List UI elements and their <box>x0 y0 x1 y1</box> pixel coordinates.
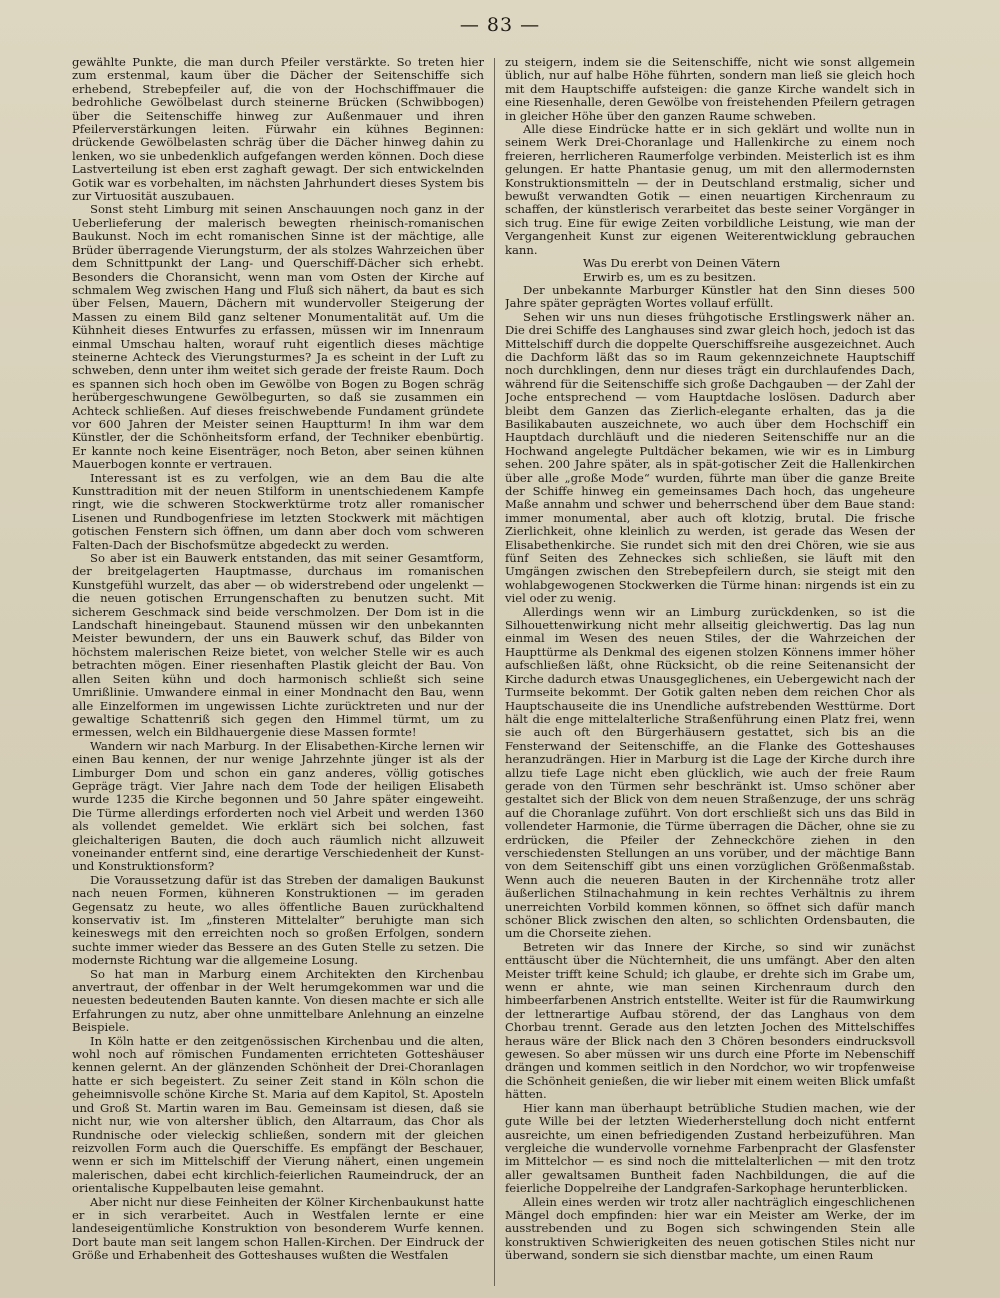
poem-line: Erwirb es, um es zu besitzen. <box>583 269 757 284</box>
paragraph: Sonst steht Limburg mit seinen Anschauungen noch ganz in der Ueberlieferung der malerisch bewegten rheinisch-romanischen Baukunst. Noch im echt romanischen Sinne ist der mächtige, alle Brüder überragende Vierungsturm, der als stolzes Wahrzeichen über dem Schnittpunkt der Lang- und Querschiff-Dächer sich erhebt. Besonders die Choransicht, wenn man vom Osten der Kirche auf schmalem Weg zwischen Hang und Fluß sich nähert, da baut es sich über Felsen, Mauern, Dächern mit wundervoller Steigerung der Massen zu einem Bild ganz seltener Monumentalität auf. Um die Kühnheit dieses Entwurfes zu erfassen, müssen wir im Innenraum einmal Umschau halten, worauf ruht eigentlich dieses mächtige steinerne Achteck des Vierungsturmes? Ja es scheint in der Luft zu schweben, denn unter ihm weitet sich gerade der freiste Raum. Doch es spannen sich hoch oben im Gewölbe von Bogen zu Bogen schräg herübergeschwungene Gewölbegurten, so daß sie zusammen ein Achteck schließen. Auf dieses freischwebende Fundament gründete vor 600 Jahren der Meister seinen Hauptturm! In ihm war dem Künstler, der die Schönheitsform erfand, der Techniker ebenbürtig. Er kannte noch keine Eisenträger, noch Beton, aber seinen kühnen Mauerbogen konnte er vertrauen. <box>72 202 484 472</box>
paragraph: Alle diese Eindrücke hatte er in sich geklärt und wollte nun in seinem Werk Drei-Choranlage und Hallenkirche zu einem noch freieren, herrlicheren Raumerfolge verbinden. Meisterlich ist es ihm gelungen. Er hatte Phantasie genug, um mit den allermodernsten Konstruktionsmitteln — der in Deutschland erstmalig, sicher und bewußt verwandten Gotik — einen neuartigen Kirchenraum zu schaffen, der künstlerisch verarbeitet das beste seiner Vorgänger in sich trug. Eine für ewige Zeiten vorbildliche Leistung, wie man der Vergangenheit Kunst zur eigenen Weiterentwicklung gebrauchen kann. <box>505 122 915 257</box>
paragraph: gewählte Punkte, die man durch Pfeiler verstärkte. So treten hier zum erstenmal, kaum über die Dächer der Seitenschiffe sich erhebend, Strebepfeiler auf, die von der Hochschiffmauer die bedrohliche Gewölbelast durch steinerne Brücken (Schwibbogen) über die Seitenschiffe hinweg zur Außenmauer und ihren Pfeilerverstärkungen leiten. Fürwahr ein kühnes Beginnen: drückende Gewölbelasten schräg über die Dächer hinweg dahin zu lenken, wo sie unbedenklich aufgefangen werden können. Doch diese Lastverteilung ist eben erst zaghaft gewagt. Der sich entwickelnden Gotik war es vorbehalten, im nächsten Jahrhundert dieses System bis zur Virtuosität auszubauen. <box>72 56 484 204</box>
paragraph: Die Voraussetzung dafür ist das Streben der damaligen Baukunst nach neuen Formen, kühneren Konstruktionen — im geraden Gegensatz zu heute, wo alles öffentliche Bauen zurückhaltend konservativ ist. Im „finsteren Mittelalter“ beruhigte man sich keineswegs mit den erreichten noch so großen Erfolgen, sondern suchte immer wieder das Bessere an des Guten Stelle zu setzen. Die modernste Richtung war die allgemeine Losung. <box>72 872 484 968</box>
paragraph: Der unbekannte Marburger Künstler hat den Sinn dieses 500 Jahre später geprägten Wortes vollauf erfüllt. <box>505 282 915 311</box>
paragraph: Betreten wir das Innere der Kirche, so sind wir zunächst enttäuscht über die Nüchternheit, die uns umfängt. Aber den alten Meister trifft keine Schuld; ich glaube, er drehte sich im Grabe um, wenn er ahnte, wie man seinen Kirchenraum durch den himbeerfarbenen Anstrich entstellte. Weiter ist für die Raumwirkung der lettnerartige Aufbau störend, der das Langhaus von dem Chorbau trennt. Gerade aus den letzten Jochen des Mittelschiffes heraus wäre der Blick nach den 3 Chören besonders eindrucksvoll gewesen. So aber müssen wir uns durch eine Pforte im Nebenschiff drängen und kommen seitlich in den Nordchor, wo wir tropfenweise die Schönheit genießen, die wir lieber mit einem weiten Blick umfaßt hätten. <box>505 939 915 1102</box>
paragraph: Wandern wir nach Marburg. In der Elisabethen-Kirche lernen wir einen Bau kennen, der nur wenige Jahrzehnte jünger ist als der Limburger Dom und schon ein ganz anderes, völlig gotisches Gepräge trägt. Vier Jahre nach dem Tode der heiligen Elisabeth wurde 1235 die Kirche begonnen und 50 Jahre später eingeweiht. Die Türme allerdings erforderten noch viel Arbeit und werden 1360 als vollendet gemeldet. Wie erklärt sich bei solchen, fast gleichalterigen Bauten, die doch auch räumlich nicht allzuweit voneinander entfernt sind, eine derartige Verschiedenheit der Kunst- und Konstruktionsform? <box>72 738 484 874</box>
paragraph: Hier kann man überhaupt betrübliche Studien machen, wie der gute Wille bei der letzten Wiederherstellung doch nicht entfernt ausreichte, um einen befriedigenden Zustand herbeizuführen. Man vergleiche die wundervolle vornehme Farbenpracht der Glasfenster im Mittelchor — es sind noch die mittelalterlichen — mit den trotz aller gewaltsamen Buntheit faden Nachbildungen, die auf die feierliche Doppelreihe der Landgrafen-Sarkophage herunterblicken. <box>505 1100 915 1196</box>
paragraph: In Köln hatte er den zeitgenössischen Kirchenbau und die alten, wohl noch auf römischen Fundamenten errichteten Gotteshäuser kennen gelernt. An der glänzenden Schönheit der Drei-Choranlagen hatte er sich begeistert. Zu seiner Zeit stand in Köln schon die geheimnisvolle schöne Kirche St. Maria auf dem Kapitol, St. Aposteln und Groß St. Martin waren im Bau. Gemeinsam ist diesen, daß sie nicht nur, wie von altersher üblich, den Altarraum, das Chor als Rundnische oder vieleckig schließen, sondern mit der gleichen reizvollen Form auch die Querschiffe. Es empfängt der Beschauer, wenn er sich im Mittelschiff der Vierung nähert, einen ungemein malerischen, dabei echt kirchlich-feierlichen Raumeindruck, der an orientalische Kuppelbauten leise gemahnt. <box>72 1033 484 1196</box>
left-column <box>72 56 484 1290</box>
paragraph: Sehen wir uns nun dieses frühgotische Erstlingswerk näher an. Die drei Schiffe des Langhauses sind zwar gleich hoch, jedoch ist das Mittelschiff durch die doppelte Querschiffsreihe ausgezeichnet. Auch die Dachform läßt das so im Raum gekennzeichnete Hauptschiff noch durchklingen, denn nur dieses trägt ein durchlaufendes Dach, während für die Seitenschiffe sich große Dachgauben — der Zahl der Joche entsprechend — vom Hauptdache loslösen. Dadurch aber bleibt dem Ganzen das Zierlich-elegante erhalten, das ja die Basilikabauten auszeichnete, wo auch über dem Hochschiff ein Hauptdach durchläuft und die niederen Seitenschiffe nur an die Hochwand angelegte Pultdächer bekamen, wie wir es in Limburg sehen. 200 Jahre später, als in spät-gotischer Zeit die Hallenkirchen über alle „große Mode“ wurden, führte man über die ganze Breite der Schiffe hinweg ein gemeinsames Dach hoch, das ungeheure Maße annahm und schwer und beherrschend über dem Baue stand: immer monumental, aber auch oft klotzig, brutal. Die frische Zierlichkeit, ohne kleinlich zu werden, ist gerade das Wesen der Elisabethenkirche. Sie rundet sich mit den drei Chören, wie sie aus fünf Seiten des Zehneckes sich schließen, sie läuft mit den Umgängen zwischen den Strebepfeilern durch, sie steigt mit den wohlabgewogenen Stockwerken die Türme hinan: nirgends ist ein zu viel oder zu wenig. <box>505 309 915 606</box>
poem-line: Was Du ererbt von Deinen Vätern <box>583 256 781 271</box>
paragraph: zu steigern, indem sie die Seitenschiffe, nicht wie sonst allgemein üblich, nur auf halbe Höhe führten, sondern man ließ sie gleich hoch mit dem Hauptschiffe aufsteigen: die ganze Kirche wandelt sich in eine Riesenhalle, deren Gewölbe von freistehenden Pfeilern getragen in gleicher Höhe über den ganzen Raume schweben. <box>505 56 915 123</box>
paragraph: Allerdings wenn wir an Limburg zurückdenken, so ist die Silhouettenwirkung nicht mehr allseitig gleichwertig. Das lag nun einmal im Wesen des neuen Stiles, der die Wahrzeichen der Haupttürme als Denkmal des eigenen stolzen Könnens immer höher aufschließen läßt, ohne Rücksicht, ob die reine Seitenansicht der Kirche dadurch etwas Unausgeglichenes, ein Uebergewicht nach der Turmseite bekommt. Der Gotik galten neben dem reichen Chor als Hauptschauseite die ins Unendliche aufstrebenden Westtürme. Dort hält die enge mittelalterliche Straßenführung einen Platz frei, wenn sie auch oft den Bürgerhäusern gestattet, sich bis an die Fensterwand der Seitenschiffe, an die Flanke des Gotteshauses heranzudrängen. Hier in Marburg ist die Lage der Kirche durch ihre allzu tiefe Lage nicht eben glücklich, wie auch der freie Raum gerade von den Türmen sehr beschränkt ist. Umso schöner aber gestaltet sich der Blick von dem neuen Straßenzuge, der uns schräg auf die Choranlage zuführt. Von dort erschließt sich uns das Bild in vollendeter Harmonie, die Türme überragen die Dächer, ohne sie zu erdrücken, die Pfeiler der Zehneckchöre ziehen in den verschiedensten Stellungen an uns vorüber, und der mächtige Bann von dem Seitenschiff gibt uns einen vorzüglichen Größenmaßstab. Wenn auch die neueren Bauten in der Kirchennähe trotz aller äußerlichen Stilnachahmung in kein rechtes Verhältnis zu ihrem unerreichten Vorbild kommen können, so öffnet sich dafür manch schöner Blick zwischen den alten, so schlichten Ordensbauten, die um die Chorseite ziehen. <box>505 604 915 941</box>
right-column <box>505 56 915 1290</box>
page-number: — 83 — <box>459 14 541 36</box>
poem-quote <box>583 257 915 284</box>
paragraph: So hat man in Marburg einem Architekten den Kirchenbau anvertraut, der offenbar in der Welt herumgekommen war und die neuesten bedeutenden Bauten kannte. Von diesen machte er sich alle Erfahrungen zu nutz, aber ohne unmittelbare Anlehnung an einzelne Beispiele. <box>72 966 484 1035</box>
paragraph: Interessant ist es zu verfolgen, wie an dem Bau die alte Kunsttradition mit der neuen Stilform in unentschiedenem Kampfe ringt, wie die schweren Stockwerktürme trotz aller romanischer Lisenen und Rundbogenfriese im letzten Stockwerk mit mächtigen gotischen Fenstern sich öffnen, um dann aber doch vom schweren Falten-Dach der Bischofsmütze abgedeckt zu werden. <box>72 470 484 552</box>
paragraph: So aber ist ein Bauwerk entstanden, das mit seiner Gesamtform, der breitgelagerten Hauptmasse, durchaus im romanischen Kunstgefühl wurzelt, das aber — ob widerstrebend oder ungelenkt — die neuen gotischen Errungenschaften zu benutzen sucht. Mit sicherem Geschmack sind beide verschmolzen. Der Dom ist in die Landschaft hineingebaut. Staunend müssen wir den unbekannten Meister bewundern, der uns ein Bauwerk schuf, das Bilder von höchstem malerischen Reize bietet, von welcher Stelle wir es auch betrachten mögen. Einer riesenhaften Plastik gleicht der Bau. Von allen Seiten kühn und doch harmonisch schließt sich seine Umrißlinie. Umwandere einmal in einer Mondnacht den Bau, wenn alle Einzelformen im ungewissen Lichte zurücktreten und nur der gewaltige Schattenriß sich gegen den Himmel türmt, um zu ermessen, welch ein Bildhauergenie diese Massen formte! <box>72 551 484 740</box>
paragraph: Allein eines werden wir trotz aller nachträglich eingeschlichenen Mängel doch empfinden: hier war ein Meister am Werke, der im ausstrebenden und zu Bogen sich schwingenden Stein alle konstruktiven Schwierigkeiten des neuen gotischen Stiles nicht nur überwand, sondern sie sich dienstbar machte, um einen Raum <box>505 1194 915 1263</box>
paragraph: Aber nicht nur diese Feinheiten der Kölner Kirchenbaukunst hatte er in sich verarbeitet. Auch in Westfalen lernte er eine landeseigentümliche Konstruktion von besonderem Wurfe kennen. Dort baute man seit langem schon Hallen-Kirchen. Der Eindruck der Größe und Erhabenheit des Gotteshauses wußten die Westfalen <box>72 1194 484 1263</box>
column-divider <box>494 58 495 1286</box>
